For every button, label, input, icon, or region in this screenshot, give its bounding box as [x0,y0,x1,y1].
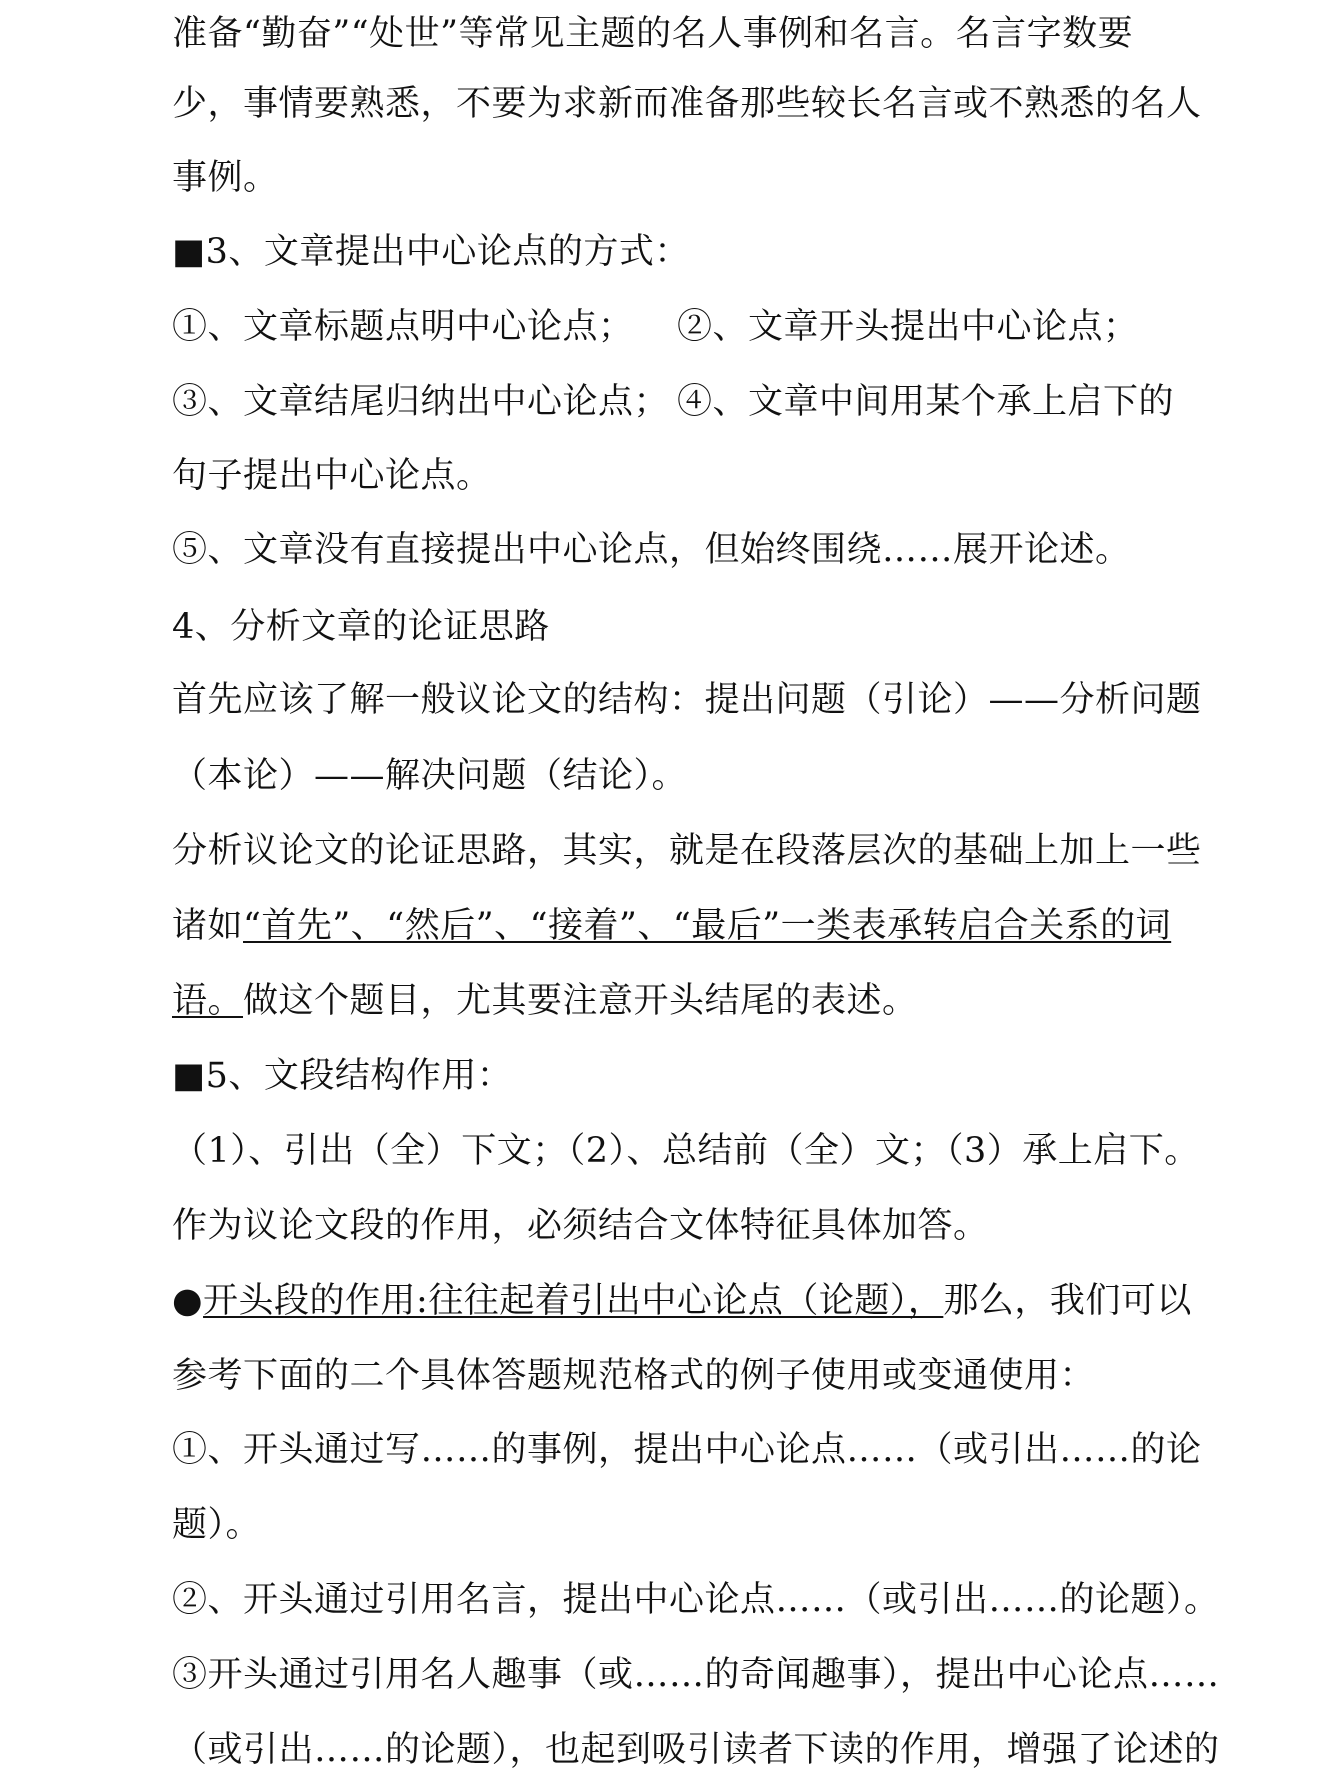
paragraph-text: 诸如 [172,906,244,946]
method-item-1: ①、文章标题点明中心论点； [172,307,634,347]
structure-functions: （1）、引出（全）下文；（2）、总结前（全）文；（3）承上启下。 [172,1131,1200,1171]
paragraph-line [172,904,1172,948]
paragraph-line: 准备“勤奋”“处世”等常见主题的名人事例和名言。名言字数要 [172,14,1134,54]
section-heading-5: ■5、文段结构作用： [172,1056,513,1096]
section-heading-3: ■3、文章提出中心论点的方式： [172,232,690,272]
paragraph-line: 参考下面的二个具体答题规范格式的例子使用或变通使用： [172,1356,1096,1396]
paragraph-line: 首先应该了解一般议论文的结构：提出问题（引论）——分析问题 [172,680,1202,720]
paragraph-line [172,979,1172,1023]
example-1-line: 题）。 [172,1505,262,1545]
underlined-text: 语。 [172,981,244,1021]
paragraph-line: （本论）——解决问题（结论）。 [172,756,688,796]
method-row-2 [172,380,1175,424]
example-3-line: （或引出……的论题），也起到吸引读者下读的作用，增强了论述的 [172,1730,1220,1770]
method-row-1 [172,305,1172,349]
section-heading-4: 4、分析文章的论证思路 [172,607,550,647]
method-item-4-continued: 句子提出中心论点。 [172,456,492,496]
paragraph-line: 分析议论文的论证思路，其实，就是在段落层次的基础上加上一些 [172,831,1202,871]
method-item-4: ④、文章中间用某个承上启下的 [677,382,1175,422]
bullet-icon: ● [172,1281,204,1321]
method-item-3: ③、文章结尾归纳出中心论点； [172,382,670,422]
paragraph-line: 事例。 [172,158,279,198]
paragraph-text: 那么，我们可以 [943,1281,1192,1321]
example-1-line: ①、开头通过写……的事例，提出中心论点……（或引出……的论 [172,1430,1202,1470]
opening-paragraph-line [172,1279,1192,1323]
paragraph-line: 作为议论文段的作用，必须结合文体特征具体加答。 [172,1206,989,1246]
method-item-2: ②、文章开头提出中心论点； [677,307,1139,347]
example-2-line: ②、开头通过引用名言，提出中心论点……（或引出……的论题）。 [172,1580,1220,1620]
underlined-text: “首先”、“然后”、“接着”、“最后”一类表承转启合关系的词 [243,906,1172,946]
method-item-5: ⑤、文章没有直接提出中心论点，但始终围绕……展开论述。 [172,530,1131,570]
example-3-line: ③开头通过引用名人趣事（或……的奇闻趣事），提出中心论点…… [172,1655,1220,1695]
paragraph-line: 少，事情要熟悉，不要为求新而准备那些较长名言或不熟悉的名人 [172,84,1202,124]
paragraph-text: 做这个题目，尤其要注意开头结尾的表述。 [243,981,918,1021]
underlined-text: 开头段的作用:往往起着引出中心论点（论题）， [203,1281,944,1321]
